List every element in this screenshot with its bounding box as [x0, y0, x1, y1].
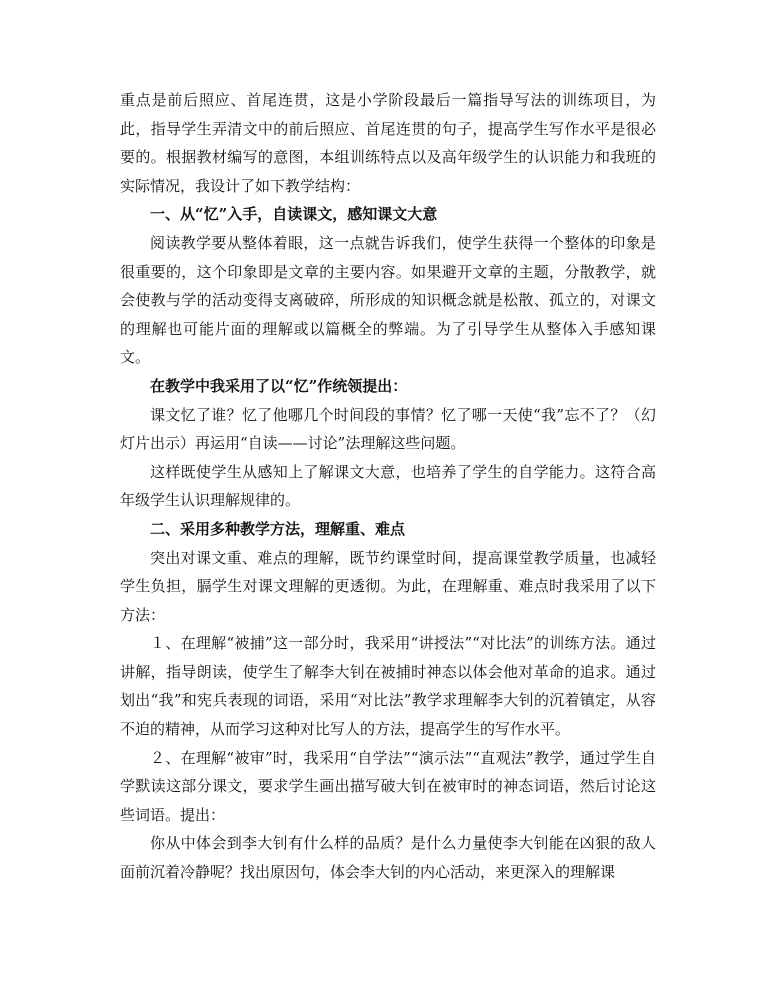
document-body — [120, 86, 656, 887]
paragraph-self-study: 这样既使学生从感知上了解课文大意，也培养了学生的自学能力。这符合高年级学生认识理解规律的。 — [120, 462, 656, 510]
paragraph-overall-reading: 阅读教学要从整体着眼，这一点就告诉我们，使学生获得一个整体的印象是很重要的，这个印象即是文章的主要内容。如果避开文章的主题，分散教学，就会使教与学的活动变得支离破碎，所形成的知识概念就是松散、孤立的，对课文的理解也可能片面的理解或以篇概全的弊端。为了引导学生从整体入手感知课文。 — [120, 233, 656, 367]
paragraph-question-prompt: 你从中体会到李大钊有什么样的品质？是什么力量使李大钊能在凶狠的敌人面前沉着冷静呢？找出原因句，体会李大钊的内心活动，来更深入的理解课 — [120, 834, 656, 882]
paragraph-key-points: 突出对课文重、难点的理解，既节约课堂时间，提高课堂教学质量，也减轻学生负担，膈学生对课文理解的更透彻。为此，在理解重、难点时我采用了以下方法： — [120, 548, 656, 624]
subheading-recall-lead: 在教学中我采用了以“忆”作统领提出： — [150, 376, 408, 395]
section-heading-2: 二、采用多种教学方法，理解重、难点 — [150, 519, 406, 538]
paragraph-method-1: １、在理解“被捕”这一部分时，我采用“讲授法”“对比法”的训练方法。通过讲解，指导朗读，使学生了解李大钊在被捕时神态以体会他对革命的追求。通过划出“我”和宪兵表现的词语，采用“对比法”教学求理解李大钊的沉着镇定，从容不迫的精神，从而学习这种对比写人的方法，提高学生的写作水平。 — [120, 634, 656, 739]
paragraph-intro: 重点是前后照应、首尾连贯，这是小学阶段最后一篇指导写法的训练项目，为此，指导学生弄清文中的前后照应、首尾连贯的句子，提高学生写作水平是很必要的。根据教材编写的意图，本组训练特点以及高年级学生的认识能力和我班的实际情况，我设计了如下教学结构： — [120, 91, 656, 195]
paragraph-method-2: ２、在理解“被审”时，我采用“自学法”“演示法”“直观法”教学，通过学生自学默读这部分课文，要求学生画出描写破大钊在被审时的神态词语，然后讨论这些词语。提出： — [120, 748, 656, 824]
section-heading-1: 一、从“忆”入手，自读课文，感知课文大意 — [150, 205, 438, 224]
paragraph-questions: 课文忆了谁？忆了他哪几个时间段的事情？忆了哪一天使“我”忘不了？（幻灯片出示）再运用“自读——讨论”法理解这些问题。 — [120, 405, 656, 453]
